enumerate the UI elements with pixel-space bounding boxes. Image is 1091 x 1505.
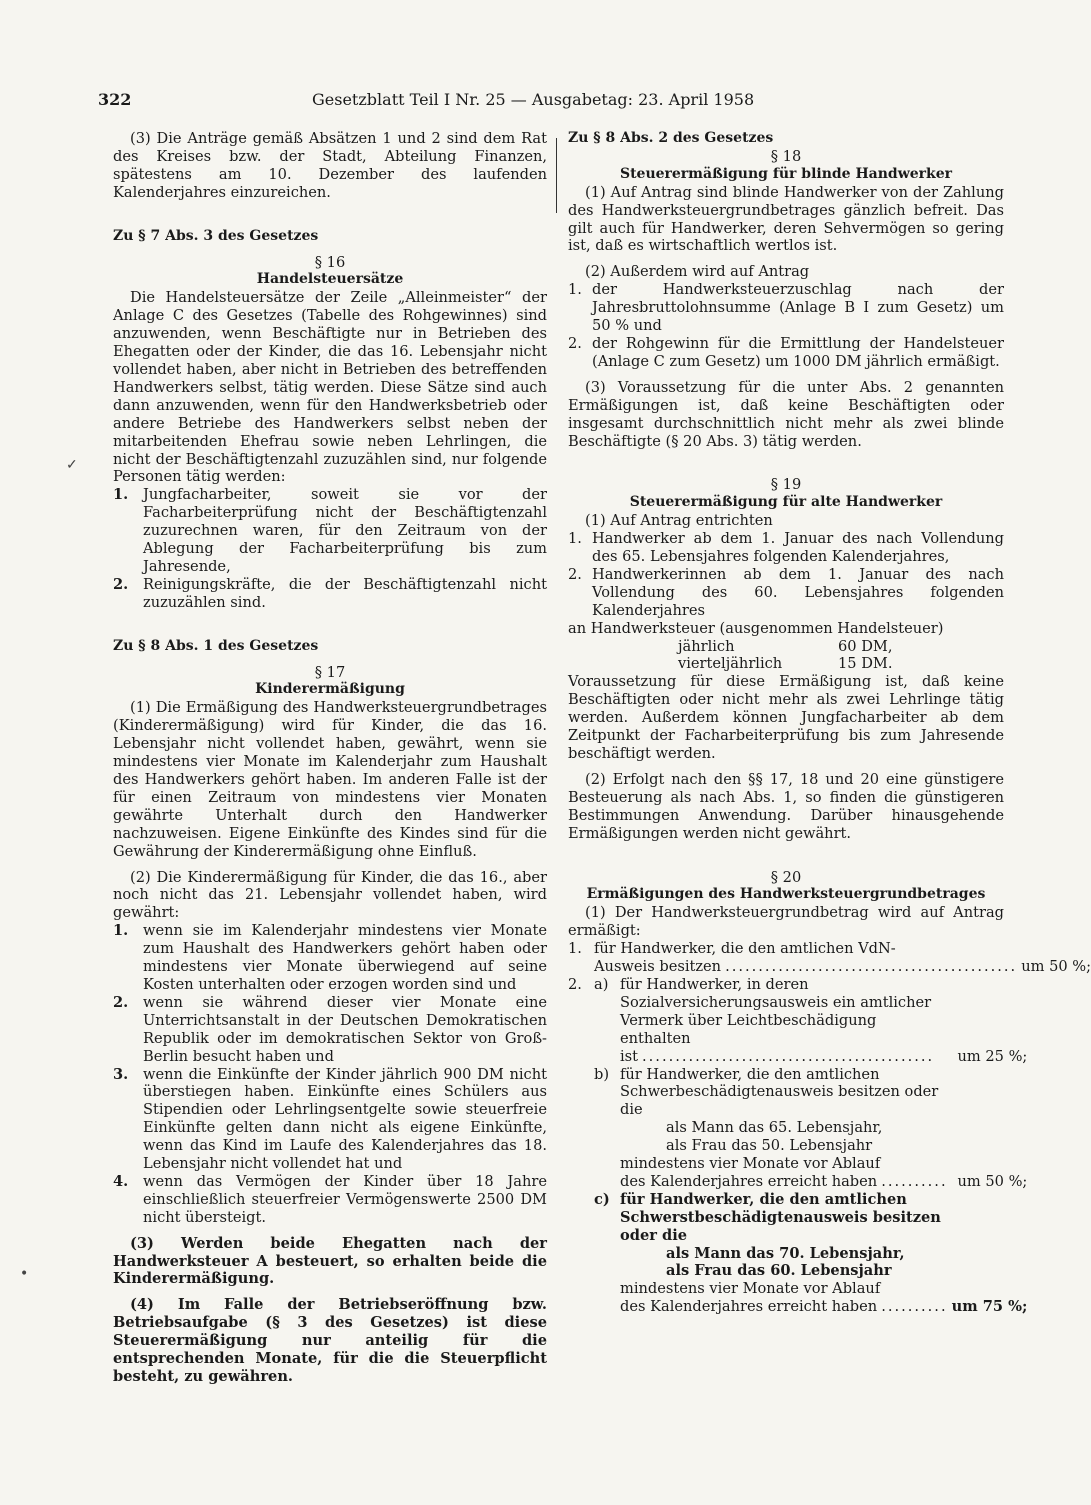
list-item: 2. der Rohgewinn für die Ermittlung der Handelsteuer (Anlage C zum Gesetz) um 1000 DM jährlich ermäßigt. — [568, 334, 1004, 370]
paragraph-number: § 20 — [770, 868, 802, 886]
rate-value: um 75 %; — [951, 1298, 1028, 1316]
paragraph: (4) Im Falle der Betriebseröffnung bzw. Betriebsaufgabe (§ 3 des Gesetzes) ist diese Steuerermäßigung nur anteilig für die entsprechenden Monate, für die die Steuerpflicht besteht, zu gewähren. — [113, 1296, 547, 1385]
sub-item: b) für Handwerker, die den amtlichen Schwerbeschädigtenausweis besitzen oder die als Mann das 65. Lebensjahr, als Frau das 50. Lebensjahr mindestens vier Monate vor Ablauf des Kalenderjahres erreicht haben .......... um 50 %; — [594, 1065, 1028, 1190]
column-divider — [556, 138, 557, 213]
rate-value: um 50 %; — [1021, 958, 1091, 976]
list-item: 1. für Handwerker, die den amtlichen VdN- Ausweis besitzen ............................................ um 50 %; — [568, 940, 1091, 976]
rate-value: um 50 %; — [957, 1172, 1028, 1190]
margin-mark: • — [20, 1266, 29, 1282]
sub-item: c) für Handwerker, die den amtlichen Schwerstbeschädigtenausweis besitzen oder die als Mann das 70. Lebensjahr, als Frau das 60. Lebensjahr mindestens vier Monate vor Ablauf des Kalenderjahres erreicht haben .......... um 75 %; — [594, 1190, 1028, 1316]
left-column — [113, 130, 547, 1386]
page-number: 322 — [98, 90, 132, 109]
section-heading: Ermäßigungen des Handwerksteuergrundbetrages — [586, 886, 986, 903]
paragraph: (1) Der Handwerksteuergrundbetrag wird auf Antrag ermäßigt: — [568, 904, 1004, 940]
list-item: 2. Reinigungskräfte, die der Beschäftigtenzahl nicht zuzuzählen sind. — [113, 575, 547, 611]
section-heading: Steuerermäßigung für blinde Handwerker — [619, 165, 953, 182]
paragraph-number: § 17 — [314, 663, 346, 681]
list-item: 4. wenn das Vermögen der Kinder über 18 Jahre einschließlich steuerfreier Vermögenswerte 2500 DM nicht übersteigt. — [113, 1172, 547, 1226]
list-item: 2. wenn sie während dieser vier Monate eine Unterrichtsanstalt in der Deutschen Demokratischen Republik oder im demokratischen Sektor von Groß-Berlin besucht haben und — [113, 993, 547, 1065]
paragraph: (2) Die Kinderermäßigung für Kinder, die das 16., aber noch nicht das 21. Lebensjahr vollendet haben, wird gewährt: — [113, 868, 547, 922]
section-reference: Zu § 8 Abs. 1 des Gesetzes — [113, 637, 319, 654]
rate-row: vierteljährlich 15 DM. — [678, 655, 893, 673]
list-item: 1. der Handwerksteuerzuschlag nach der Jahresbruttolohnsumme (Anlage B I zum Gesetz) um 50 % und — [568, 281, 1004, 335]
section-heading: Kinderermäßigung — [255, 681, 405, 698]
paragraph: an Handwerksteuer (ausgenommen Handelsteuer) — [568, 619, 944, 637]
rate-value: um 25 %; — [957, 1047, 1028, 1065]
rate-row: jährlich 60 DM, — [678, 637, 893, 655]
paragraph: Die Handelsteuersätze der Zeile „Alleinmeister“ der Anlage C des Gesetzes (Tabelle des Rohgewinnes) sind anzuwenden, wenn Beschäftigte nur in Betrieben des Ehegatten oder der Kinder, die das 16. Lebensjahr nicht vollendet haben, aber nicht in Betrieben des betreffenden Handwerkers selbst, tätig werden. Diese Sätze sind auch dann anzuwenden, wenn für den Handwerksbetrieb oder andere Betriebe des Handwerkers selbst neben der mitarbeitenden Ehefrau sowie neben Lehrlingen, die nicht der Beschäftigtenzahl zuzuzählen sind, nur folgende Personen tätig werden: — [113, 289, 547, 486]
section-heading: Steuerermäßigung für alte Handwerker — [629, 494, 943, 511]
list-item: 2. a) für Handwerker, in deren Sozialversicherungsausweis ein amtlicher Vermerk über Leichtbeschädigung enthalten ist ............................................ um 25 %; b) für Handwerker, die den amtlichen Schwerbeschädigtenausweis besitzen oder die als Mann das 65. Lebensjahr, als Frau das 50. Lebensjahr mindestens vier Monate vor Ablauf des Kalenderjahres erreicht haben .......... um 50 %; c) für Handwerker, die den amtlichen Schwerstbeschädigtenausweis besitzen oder die als Mann das 70. Lebensjahr, als Frau das 60. Lebensjahr mindestens vier Monate vor Ablauf des Kalenderjahres erreicht haben .......... um 75 %; — [568, 975, 1028, 1316]
list-item: 2. Handwerkerinnen ab dem 1. Januar des nach Vollendung des 60. Lebensjahres folgenden Kalenderjahres — [568, 565, 1004, 619]
rates-table — [678, 638, 1004, 674]
paragraph: (1) Auf Antrag entrichten — [585, 512, 773, 530]
paragraph: (3) Die Anträge gemäß Absätzen 1 und 2 sind dem Rat des Kreises bzw. der Stadt, Abteilung Finanzen, spätestens am 10. Dezember des laufenden Kalenderjahres einzureichen. — [113, 130, 547, 201]
paragraph-number: § 18 — [770, 147, 802, 165]
right-column — [568, 130, 1091, 1316]
paragraph: (1) Auf Antrag sind blinde Handwerker von der Zahlung des Handwerksteuergrundbetrages gänzlich befreit. Das gilt auch für Handwerker, deren Sehvermögen so gering ist, daß es wirtschaftlich wertlos ist. — [568, 183, 1004, 255]
section-reference: Zu § 7 Abs. 3 des Gesetzes — [113, 227, 319, 244]
list-item: 1. Jungfacharbeiter, soweit sie vor der Facharbeiterprüfung nicht der Beschäftigtenzahl zuzurechnen waren, für den Zeitraum von der Ablegung der Facharbeiterprüfung bis zum Jahresende, — [113, 486, 547, 575]
paragraph: (3) Werden beide Ehegatten nach der Handwerksteuer A besteuert, so erhalten beide die Kinderermäßigung. — [113, 1234, 547, 1288]
paragraph: (1) Die Ermäßigung des Handwerksteuergrundbetrages (Kinderermäßigung) wird für Kinder, die das 16. Lebensjahr nicht vollendet haben, gewährt, wenn sie mindestens vier Monate im Kalenderjahr zum Haushalt des Handwerkers gehört haben. Im anderen Falle ist der für einen Zeitraum von mindestens vier Monaten gewährte Unterhalt durch den Handwerker nachzuweisen. Eigene Einkünfte des Kindes sind für die Gewährung der Kinderermäßigung ohne Einfluß. — [113, 699, 547, 860]
paragraph: (2) Erfolgt nach den §§ 17, 18 und 20 eine günstigere Besteuerung als nach Abs. 1, so finden die günstigeren Bestimmungen Anwendung. Darüber hinausgehende Ermäßigungen werden nicht gewährt. — [568, 770, 1004, 842]
paragraph-number: § 16 — [314, 253, 346, 271]
list-item: 1. wenn sie im Kalenderjahr mindestens vier Monate zum Haushalt des Handwerkers gehört haben oder mindestens vier Monate überwiegend auf seine Kosten unterhalten oder erzogen worden sind und — [113, 922, 547, 993]
page-header — [98, 90, 798, 116]
section-reference: Zu § 8 Abs. 2 des Gesetzes — [568, 130, 774, 146]
list-item: 3. wenn die Einkünfte der Kinder jährlich 900 DM nicht überstiegen haben. Einkünfte eines Schülers aus Stipendien oder Lehrlingsentgelte sowie steuerfreie Einkünfte gelten dann nicht als eigene Einkünfte, wenn das Kind im Laufe des Kalenderjahres das 18. Lebensjahr nicht vollendet hat und — [113, 1065, 547, 1173]
gazette-title: Gesetzblatt Teil I Nr. 25 — Ausgabetag: 23. April 1958 — [312, 90, 755, 109]
section-heading: Handelsteuersätze — [256, 271, 404, 288]
margin-mark: ✓ — [66, 457, 78, 473]
paragraph: Voraussetzung für diese Ermäßigung ist, daß keine Beschäftigten oder nicht mehr als zwei Lehrlinge tätig werden. Außerdem können Jungfacharbeiter ab dem Zeitpunkt der Facharbeiterprüfung bis zum Jahresende beschäftigt werden. — [568, 673, 1004, 762]
sub-item: a) für Handwerker, in deren Sozialversicherungsausweis ein amtlicher Vermerk über Leichtbeschädigung enthalten ist ............................................ um 25 %; — [594, 975, 1028, 1065]
paragraph: (3) Voraussetzung für die unter Abs. 2 genannten Ermäßigungen ist, daß keine Beschäftigten oder insgesamt durchschnittlich nicht mehr als zwei blinde Beschäftigte (§ 20 Abs. 3) tätig werden. — [568, 378, 1004, 450]
list-item: 1. Handwerker ab dem 1. Januar des nach Vollendung des 65. Lebensjahres folgenden Kalenderjahres, — [568, 530, 1004, 566]
paragraph: (2) Außerdem wird auf Antrag — [585, 263, 810, 281]
paragraph-number: § 19 — [770, 476, 802, 494]
